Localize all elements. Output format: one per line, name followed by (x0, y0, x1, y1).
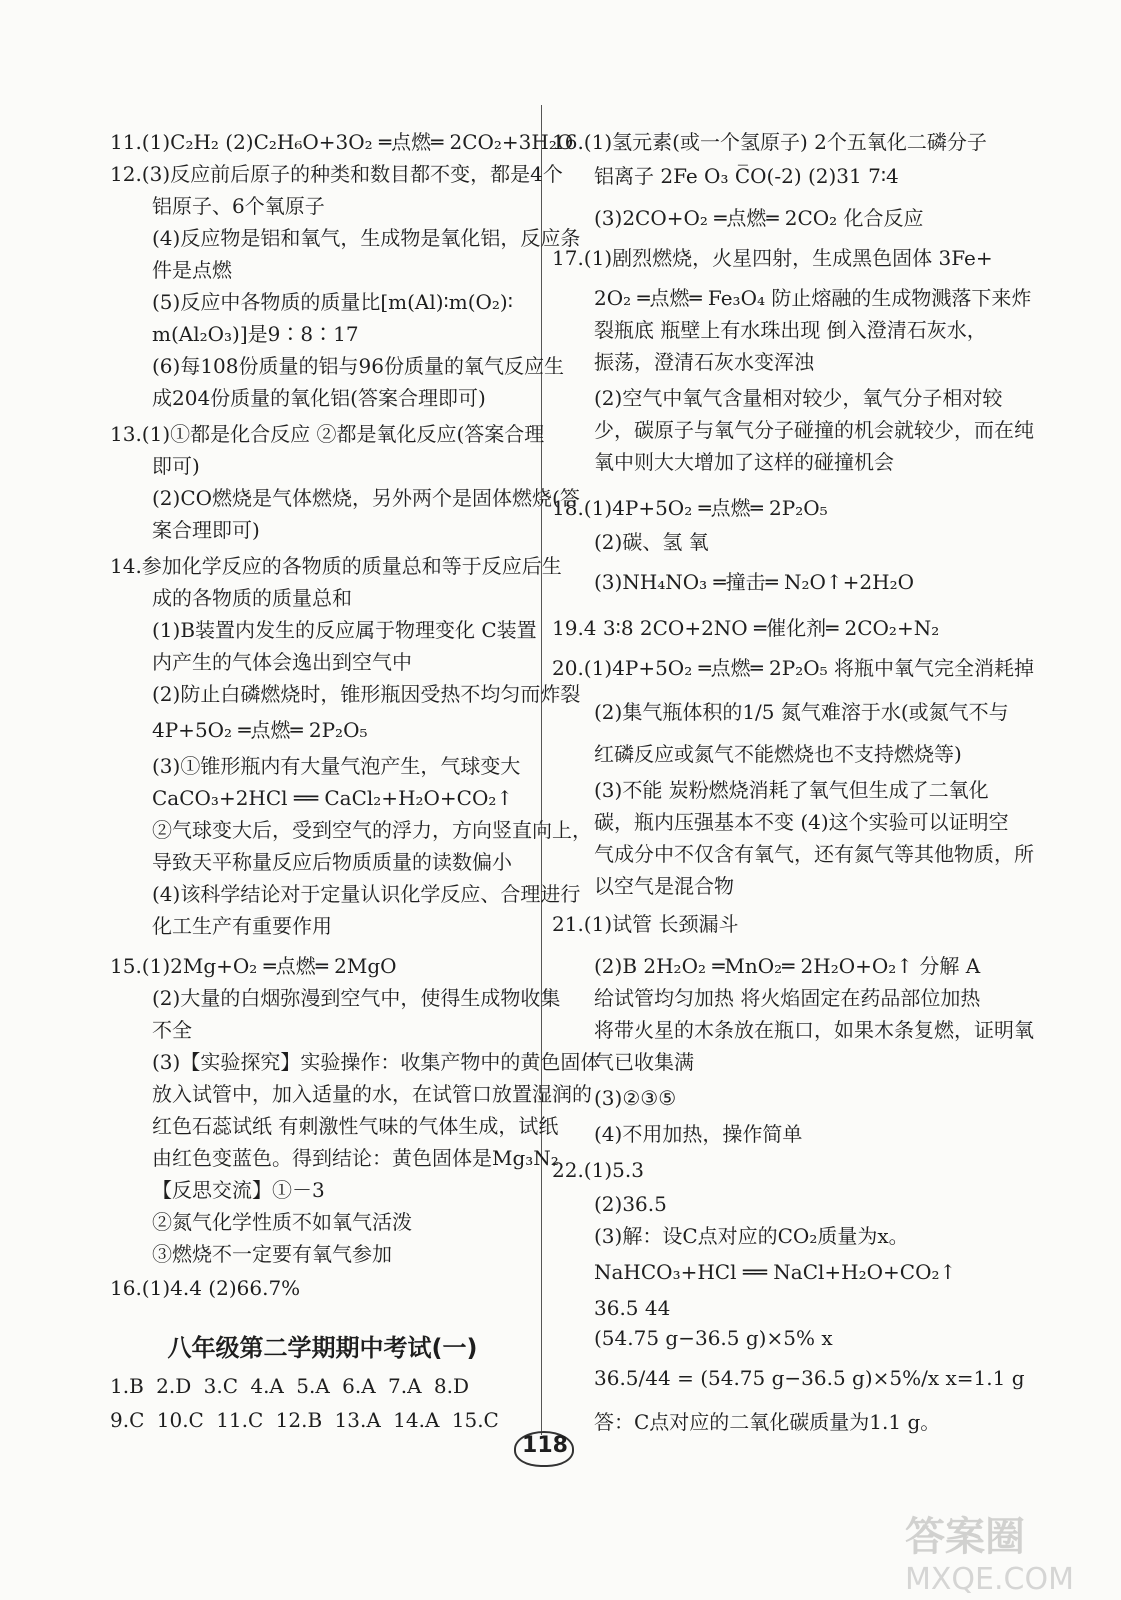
text-line: 少，碳原子与氧气分子碰撞的机会就较少，而在纯 (594, 418, 1034, 442)
text-line: (54.75 g−36.5 g)×5% x (594, 1326, 833, 1350)
text-line: (2)集气瓶体积的1/5 氮气难溶于水(或氮气不与 (594, 700, 1009, 724)
text-line: 碳，瓶内压强基本不变 (4)这个实验可以证明空 (594, 810, 1009, 834)
text-line: 36.5/44 = (54.75 g−36.5 g)×5%/x x=1.1 g (594, 1366, 1025, 1390)
column-divider (541, 105, 542, 1435)
text-line: 裂瓶底 瓶壁上有水珠出现 倒入澄清石灰水， (594, 318, 987, 342)
text-line: ②气球变大后，受到空气的浮力，方向竖直向上， (152, 818, 592, 842)
text-line: 12.(3)反应前后原子的种类和数目都不变，都是4个 (110, 162, 563, 186)
text-line: (4)反应物是铝和氧气，生成物是氧化铝，反应条 (152, 226, 581, 250)
text-line: 铝原子、6个氧原子 (152, 194, 325, 218)
text-line: 20.(1)4P+5O₂ ═点燃═ 2P₂O₅ 将瓶中氧气完全消耗掉 (552, 656, 1034, 680)
text-line: 即可) (152, 454, 200, 478)
text-line: 振荡，澄清石灰水变浑浊 (594, 350, 814, 374)
text-line: (3)2CO+O₂ ═点燃═ 2CO₂ 化合反应 (594, 206, 924, 230)
text-line: (2)B 2H₂O₂ ═MnO₂═ 2H₂O+O₂↑ 分解 A (594, 954, 981, 978)
text-line: (3)不能 炭粉燃烧消耗了氧气但生成了二氧化 (594, 778, 989, 802)
text-line: (3)【实验探究】实验操作：收集产物中的黄色固体 (152, 1050, 601, 1074)
answer-key-row: 9.C 10.C 11.C 12.B 13.A 14.A 15.C (110, 1408, 499, 1432)
page-number-text: 118 (522, 1433, 568, 1458)
text-line: 2O₂ ═点燃═ Fe₃O₄ 防止熔融的生成物溅落下来炸 (594, 286, 1032, 310)
text-line: (3)解：设C点对应的CO₂质量为x。 (594, 1224, 909, 1248)
text-line: 给试管均匀加热 将火焰固定在药品部位加热 (594, 986, 981, 1010)
text-line: 铝离子 2Fe O₃ C̅O(-2) (2)31 7∶4 (594, 164, 899, 188)
text-line: (5)反应中各物质的质量比[m(Al)∶m(O₂)∶ (152, 290, 513, 314)
text-line: 气已收集满 (594, 1050, 694, 1074)
text-line: (3)②③⑤ (594, 1086, 677, 1110)
text-line: 案合理即可) (152, 518, 260, 542)
text-line: 36.5 44 (594, 1296, 671, 1320)
text-line: (3)NH₄NO₃ ═撞击═ N₂O↑+2H₂O (594, 570, 915, 594)
text-line: (2)大量的白烟弥漫到空气中，使得生成物收集 (152, 986, 561, 1010)
text-line: 22.(1)5.3 (552, 1158, 644, 1182)
answer-key-row: 1.B 2.D 3.C 4.A 5.A 6.A 7.A 8.D (110, 1374, 470, 1398)
text-line: 内产生的气体会逸出到空气中 (152, 650, 412, 674)
text-line: 16.(1)4.4 (2)66.7% (110, 1276, 301, 1300)
text-line: 由红色变蓝色。得到结论：黄色固体是Mg₃N₂ (152, 1146, 559, 1170)
text-line: ③燃烧不一定要有氧气参加 (152, 1242, 392, 1266)
text-line: 21.(1)试管 长颈漏斗 (552, 912, 739, 936)
watermark-url: MXQE.COM (905, 1562, 1074, 1597)
text-line: (4)该科学结论对于定量认识化学反应、合理进行 (152, 882, 581, 906)
text-line: (6)每108份质量的铝与96份质量的氧气反应生 (152, 354, 564, 378)
text-line: (1)B装置内发生的反应属于物理变化 C装置 (152, 618, 537, 642)
text-line: ②氮气化学性质不如氧气活泼 (152, 1210, 412, 1234)
text-line: 化工生产有重要作用 (152, 914, 332, 938)
text-line: 氧中则大大增加了这样的碰撞机会 (594, 450, 894, 474)
watermark (905, 1505, 1105, 1595)
text-line: 以空气是混合物 (594, 874, 734, 898)
page-number (510, 1425, 580, 1465)
text-line: 件是点燃 (152, 258, 232, 282)
text-line: 11.(1)C₂H₂ (2)C₂H₆O+3O₂ ═点燃═ 2CO₂+3H₂O (110, 130, 574, 154)
text-line: 17.(1)剧烈燃烧，火星四射，生成黑色固体 3Fe+ (552, 246, 993, 270)
text-line: (2)36.5 (594, 1192, 667, 1216)
watermark-logo: 答案圈 (905, 1514, 1025, 1560)
text-line: 红磷反应或氮气不能燃烧也不支持燃烧等) (594, 742, 962, 766)
text-line: (2)碳、氢 氧 (594, 530, 709, 554)
text-line: (4)不用加热，操作简单 (594, 1122, 803, 1146)
text-line: NaHCO₃+HCl ══ NaCl+H₂O+CO₂↑ (594, 1260, 957, 1284)
text-line: (3)①锥形瓶内有大量气泡产生，气球变大 (152, 754, 521, 778)
text-line: 18.(1)4P+5O₂ ═点燃═ 2P₂O₅ (552, 496, 828, 520)
text-line: 16.(1)氢元素(或一个氢原子) 2个五氧化二磷分子 (552, 130, 987, 154)
text-line: 成204份质量的氧化铝(答案合理即可) (152, 386, 486, 410)
text-line: 导致天平称量反应后物质质量的读数偏小 (152, 850, 512, 874)
text-line: 不全 (152, 1018, 192, 1042)
text-line: 4P+5O₂ ═点燃═ 2P₂O₅ (152, 718, 368, 742)
text-line: 将带火星的木条放在瓶口，如果木条复燃，证明氧 (594, 1018, 1034, 1042)
text-line: 15.(1)2Mg+O₂ ═点燃═ 2MgO (110, 954, 397, 978)
text-line: CaCO₃+2HCl ══ CaCl₂+H₂O+CO₂↑ (152, 786, 514, 810)
text-line: 放入试管中，加入适量的水，在试管口放置湿润的 (152, 1082, 592, 1106)
text-line: (2)防止白磷燃烧时，锥形瓶因受热不均匀而炸裂 (152, 682, 581, 706)
text-line: m(Al₂O₃)]是9∶8∶17 (152, 322, 359, 346)
text-line: 气成分中不仅含有氧气，还有氮气等其他物质，所 (594, 842, 1034, 866)
text-line: 答：C点对应的二氧化碳质量为1.1 g。 (594, 1410, 941, 1434)
text-line: 红色石蕊试纸 有刺激性气味的气体生成，试纸 (152, 1114, 559, 1138)
text-line: 19.4 3∶8 2CO+2NO ═催化剂═ 2CO₂+N₂ (552, 616, 940, 640)
section-title: 八年级第二学期期中考试(一) (167, 1334, 478, 1362)
text-line: (2)CO燃烧是气体燃烧，另外两个是固体燃烧(答 (152, 486, 580, 510)
text-line: 13.(1)①都是化合反应 ②都是氧化反应(答案合理 (110, 422, 545, 446)
text-line: 成的各物质的质量总和 (152, 586, 352, 610)
text-line: 14.参加化学反应的各物质的质量总和等于反应后生 (110, 554, 562, 578)
text-line: (2)空气中氧气含量相对较少，氧气分子相对较 (594, 386, 1003, 410)
text-line: 【反思交流】①－3 (152, 1178, 325, 1202)
